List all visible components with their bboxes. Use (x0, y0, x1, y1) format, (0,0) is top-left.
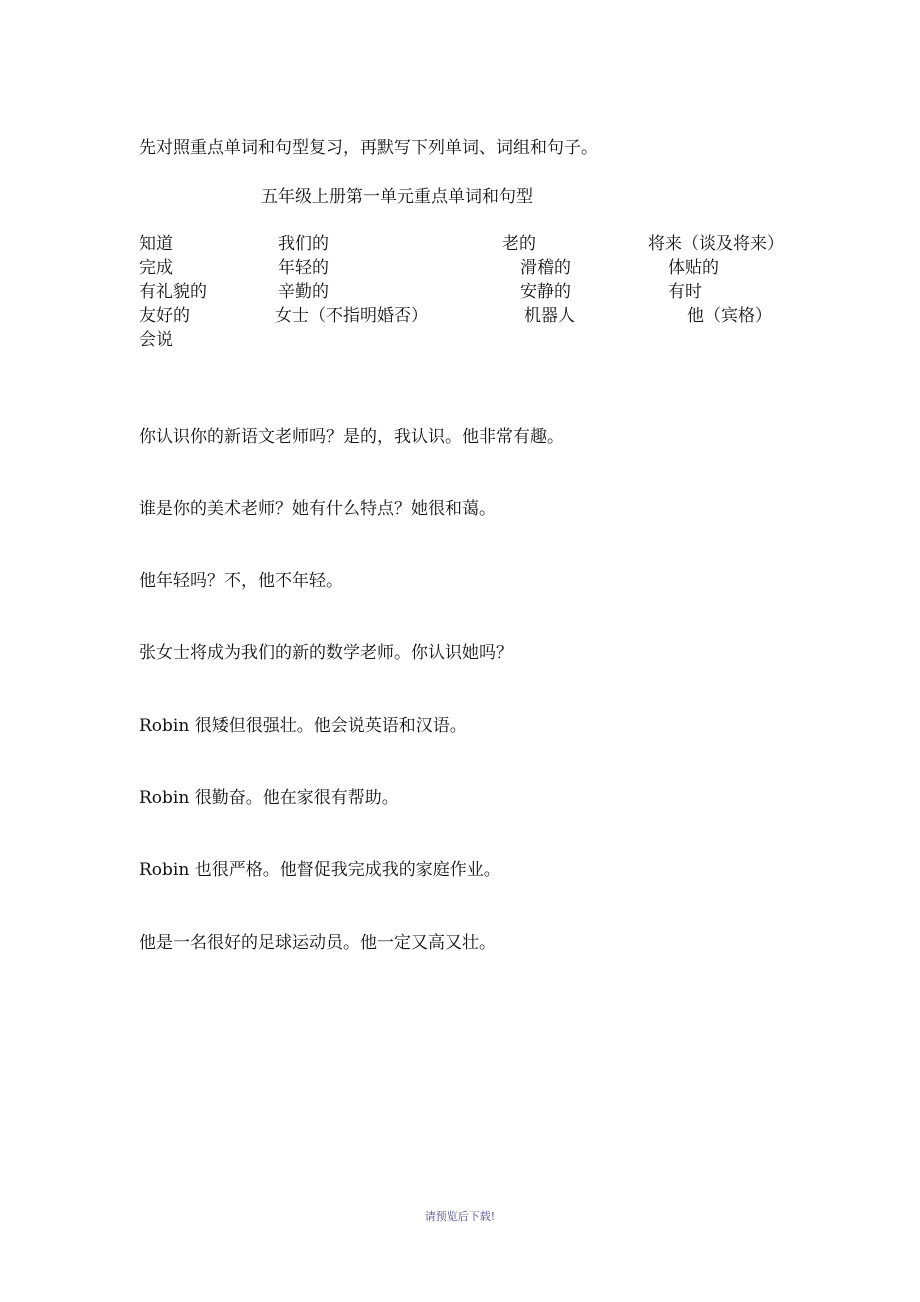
vocab-word: 他（宾格） (687, 306, 772, 326)
vocab-word: 完成 (139, 258, 173, 278)
vocab-word: 将来（谈及将来） (648, 234, 784, 254)
sentence-item: Robin 也很严格。他督促我完成我的家庭作业。 (139, 860, 501, 880)
footer-note: 请预览后下载! (424, 1210, 496, 1223)
section-title: 五年级上册第一单元重点单词和句型 (261, 187, 533, 207)
vocab-word: 知道 (139, 234, 173, 254)
vocab-word: 体贴的 (668, 258, 719, 278)
vocab-word: 有时 (668, 282, 702, 302)
sentence-item: 张女士将成为我们的新的数学老师。你认识她吗？ (139, 643, 513, 663)
sentence-item: 他年轻吗？不，他不年轻。 (139, 571, 343, 591)
sentence-item: 你认识你的新语文老师吗？是的，我认识。他非常有趣。 (139, 427, 564, 447)
vocab-word: 女士（不指明婚否） (275, 306, 428, 326)
vocab-word: 安静的 (520, 282, 571, 302)
sentence-item: 谁是你的美术老师？她有什么特点？她很和蔼。 (139, 499, 496, 519)
vocab-word: 年轻的 (278, 258, 329, 278)
sentence-item: 他是一名很好的足球运动员。他一定又高又壮。 (139, 933, 496, 953)
vocab-word: 滑稽的 (520, 258, 571, 278)
vocab-word: 辛勤的 (278, 282, 329, 302)
sentence-item: Robin 很勤奋。他在家很有帮助。 (139, 788, 399, 808)
intro-instruction: 先对照重点单词和句型复习，再默写下列单词、词组和句子。 (139, 138, 598, 158)
vocab-word: 机器人 (524, 306, 575, 326)
sentence-item: Robin 很矮但很强壮。他会说英语和汉语。 (139, 716, 467, 736)
vocab-word: 友好的 (139, 306, 190, 326)
vocab-word: 有礼貌的 (139, 282, 207, 302)
vocab-word: 我们的 (278, 234, 329, 254)
vocab-word: 老的 (502, 234, 536, 254)
vocab-word: 会说 (139, 330, 173, 350)
